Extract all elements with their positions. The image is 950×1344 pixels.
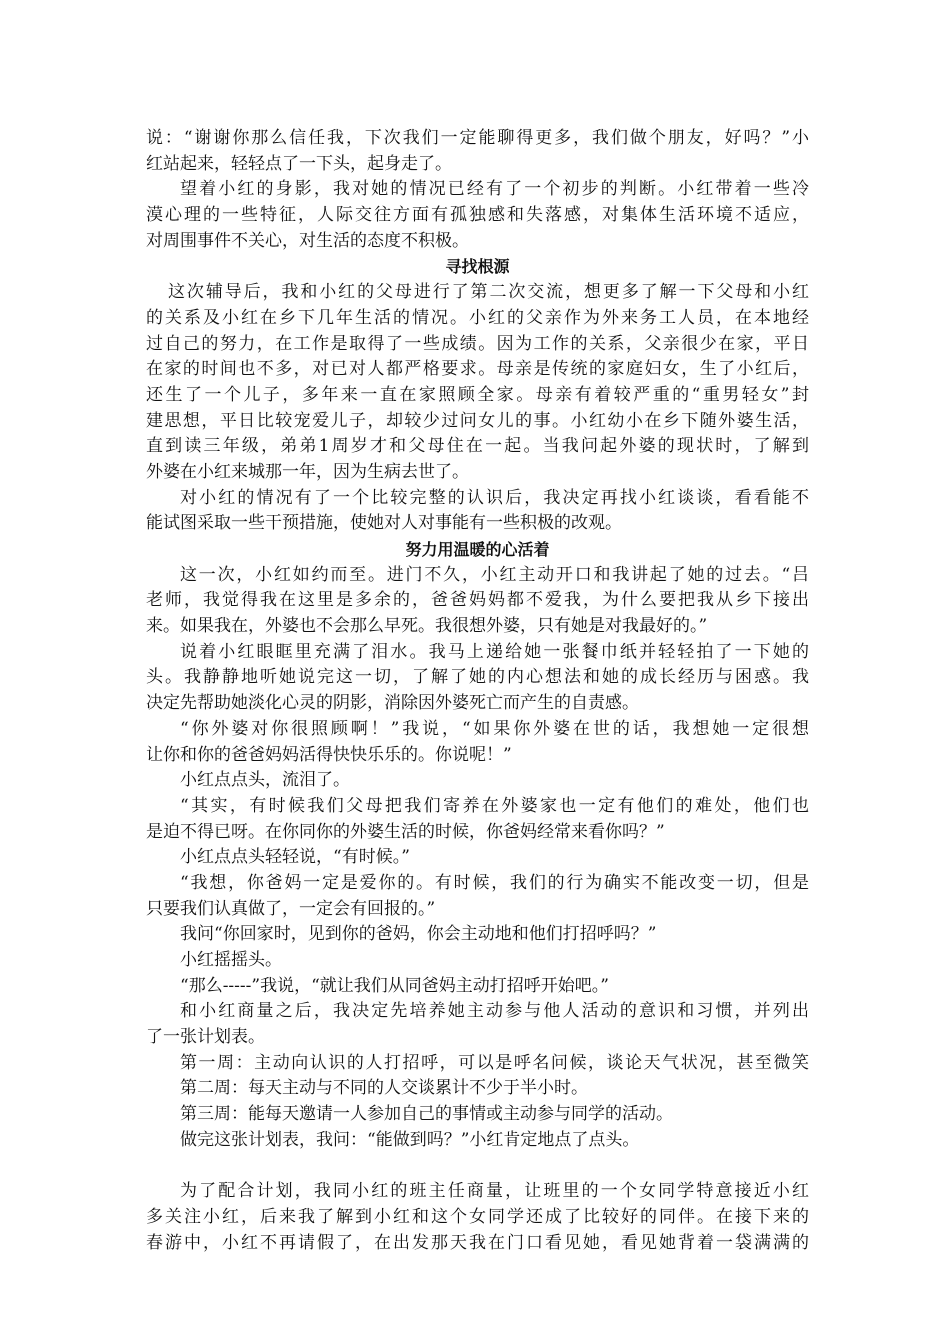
text-line: “我想，你爸妈一定是爱你的。有时候，我们的行为确实不能改变一切，但是: [180, 872, 809, 893]
text-line: 的关系及小红在乡下几年生活的情况。小红的父亲作为外来务工人员，在本地经: [146, 307, 809, 328]
text-line: 望着小红的身影，我对她的情况已经有了一个初步的判断。小红带着一些冷: [180, 179, 809, 200]
text-line: 头。我静静地听她说完这一切，了解了她的内心想法和她的成长经历与困惑。我: [146, 667, 809, 688]
blank-line: [146, 1154, 809, 1180]
section-heading: 寻找根源: [445, 257, 510, 277]
text-line: 红站起来，轻轻点了一下头，起身走了。: [146, 153, 452, 174]
text-line: 让你和你的爸爸妈妈活得快快乐乐的。你说呢！”: [146, 744, 512, 765]
text-line: 只要我们认真做了，一定会有回报的。”: [146, 898, 436, 919]
document-page: [146, 126, 809, 1256]
text-line: 做完这张计划表，我问：“能做到吗？”小红肯定地点了点头。: [180, 1129, 640, 1150]
text-line: 和小红商量之后，我决定先培养她主动参与他人活动的意识和习惯，并列出: [180, 1001, 809, 1022]
text-line: 多关注小红，后来我了解到小红和这个女同学还成了比较好的同伴。在接下来的: [146, 1206, 809, 1227]
text-line: 建思想，平日比较宠爱儿子，却较少过问女儿的事。小红幼小在乡下随外婆生活，: [146, 410, 809, 431]
text-line: 外婆在小红来城那一年，因为生病去世了。: [146, 461, 469, 482]
text-line: 过自己的努力，在工作是取得了一些成绩。因为工作的关系，父亲很少在家，平日: [146, 333, 809, 354]
text-line: 为了配合计划，我同小红的班主任商量，让班里的一个女同学特意接近小红: [180, 1181, 809, 1202]
text-line: 第一周：主动向认识的人打招呼，可以是呼名问候，谈论天气状况，甚至微笑: [180, 1052, 809, 1073]
text-line: 小红点点头，流泪了。: [180, 770, 350, 791]
text-line: 直到读三年级，弟弟1周岁才和父母住在一起。当我问起外婆的现状时，了解到: [146, 436, 809, 457]
text-line: 第二周：每天主动与不同的人交谈累计不少于半小时。: [180, 1078, 588, 1099]
text-line: 小红点点头轻轻说，“有时候。”: [180, 847, 410, 868]
text-line: 对周围事件不关心，对生活的态度不积极。: [146, 230, 469, 251]
text-line: 这次辅导后，我和小红的父母进行了第二次交流，想更多了解一下父母和小红: [168, 282, 809, 303]
text-line: 小红摇摇头。: [180, 950, 282, 970]
text-line: 这一次，小红如约而至。进门不久，小红主动开口和我讲起了她的过去。“吕: [180, 564, 809, 585]
text-line: “其实，有时候我们父母把我们寄养在外婆家也一定有他们的难处，他们也: [180, 795, 809, 816]
text-line: “你外婆对你很照顾啊！”我说，“如果你外婆在世的话，我想她一定很想: [180, 718, 809, 739]
section-heading: 努力用温暖的心活着: [405, 540, 550, 559]
text-line: 能试图采取一些干预措施，使她对人对事能有一些积极的改观。: [146, 513, 622, 534]
text-line: 说着小红眼眶里充满了泪水。我马上递给她一张餐巾纸并轻轻拍了一下她的: [180, 641, 809, 662]
text-line: 说：“谢谢你那么信任我，下次我们一定能聊得更多，我们做个朋友，好吗？”小: [146, 128, 809, 148]
text-line: “那么-----”我说，“就让我们从同爸妈主动打招呼开始吧。”: [180, 975, 609, 996]
text-line: 对小红的情况有了一个比较完整的认识后，我决定再找小红谈谈，看看能不: [180, 487, 809, 508]
text-line: 老师，我觉得我在这里是多余的，爸爸妈妈都不爱我，为什么要把我从乡下接出: [146, 590, 809, 611]
text-line: 还生了一个儿子，多年来一直在家照顾全家。母亲有着较严重的“重男轻女”封: [146, 384, 809, 405]
text-line: 在家的时间也不多，对已对人都严格要求。母亲是传统的家庭妇女，生了小红后，: [146, 359, 809, 380]
text-line: 漠心理的一些特征，人际交往方面有孤独感和失落感，对集体生活环境不适应，: [146, 205, 809, 226]
text-line: 我问“你回家时，见到你的爸妈，你会主动地和他们打招呼吗？”: [180, 924, 657, 945]
text-line: 春游中，小红不再请假了，在出发那天我在门口看见她，看见她背着一袋满满的: [146, 1232, 809, 1253]
text-line: 来。如果我在，外婆也不会那么早死。我很想外婆，只有她是对我最好的。”: [146, 616, 708, 637]
text-line: 第三周：能每天邀请一人参加自己的事情或主动参与同学的活动。: [180, 1104, 673, 1125]
text-line: 决定先帮助她淡化心灵的阴影，消除因外婆死亡而产生的自责感。: [146, 693, 639, 714]
text-line: 是迫不得已呀。在你同你的外婆生活的时候，你爸妈经常来看你吗？”: [146, 821, 665, 842]
text-line: 了一张计划表。: [146, 1027, 265, 1048]
